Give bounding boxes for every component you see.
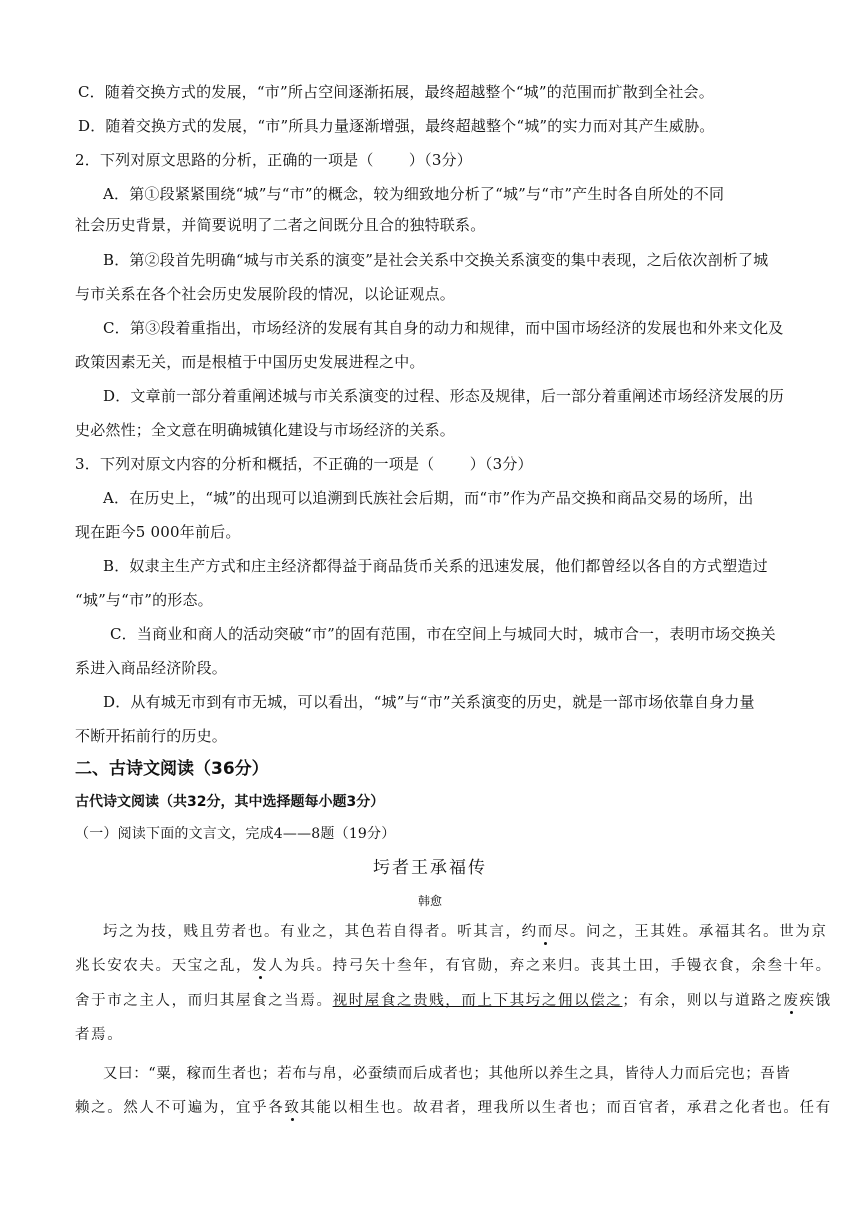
- section-instruction: （一）阅读下面的文言文，完成4——8题（19分）: [75, 826, 396, 842]
- underlined-sentence: 视时屋食之贵贱，而上下其圬之佣以偿之: [332, 993, 623, 1009]
- q3-option-c-line1: C．当商业和商人的活动突破“市”的固有范围，市在空间上与城同大时，城市合一，表明市场交换关: [110, 625, 776, 643]
- q2-option-c-line1: C．第③段着重指出，市场经济的发展有其自身的动力和规律，而中国市场经济的发展也和外来文化及: [103, 319, 784, 337]
- passage-p1-line4: 者焉。: [75, 1027, 124, 1043]
- passage-title: 圬者王承福传: [373, 858, 487, 878]
- q2-option-b-line2: 与市关系在各个社会历史发展阶段的情况，以论证观点。: [75, 285, 456, 303]
- passage-p1-line1: 圬之为技，贱且劳者也。有业之，其色若自得者。听其言，约而尽。问之，王其姓。承福其名。世为京: [103, 924, 828, 940]
- emphasis-dot-char: 废: [783, 993, 800, 1009]
- passage-p1-line3: 舍于市之主人，而归其屋食之当焉。视时屋食之贵贱，而上下其圬之佣以偿之；有余，则以与道路之废疾饿: [75, 993, 832, 1009]
- section-heading: 二、古诗文阅读（36分）: [75, 759, 269, 779]
- passage-p2-line1: 又曰：“粟，稼而生者也；若布与帛，必蚕绩而后成者也；其他所以养生之具，皆待人力而后完也；吾皆: [103, 1066, 791, 1082]
- q1-option-d: D．随着交换方式的发展，“市”所具力量逐渐增强，最终超越整个“城”的实力而对其产生威胁。: [78, 117, 715, 135]
- q3-option-b-line2: “城”与“市”的形态。: [75, 591, 213, 609]
- emphasis-dot-char: 致: [284, 1100, 301, 1116]
- passage-p1-line2: 兆长安农夫。天宝之乱，发人为兵。持弓矢十叁年，有官勋，弃之来归。丧其土田，手镘衣食，余叁十年。: [75, 958, 832, 974]
- passage-author: 韩愈: [417, 894, 442, 908]
- section-subheading: 古代诗文阅读（共32分，其中选择题每小题3分）: [75, 794, 385, 810]
- emphasis-dot-char: 而: [537, 924, 554, 940]
- q3-option-b-line1: B．奴隶主生产方式和庄主经济都得益于商品货币关系的迅速发展，他们都曾经以各自的方式塑造过: [103, 557, 768, 575]
- emphasis-dot-char: 发: [252, 958, 269, 974]
- q2-stem: 2．下列对原文思路的分析，正确的一项是（ ）（3分）: [75, 151, 472, 169]
- q2-option-b-line1: B．第②段首先明确“城与市关系的演变”是社会关系中交换关系演变的集中表现，之后依次剖析了城: [103, 251, 769, 269]
- q2-option-d-line2: 史必然性；全文意在明确城镇化建设与市场经济的关系。: [75, 421, 456, 439]
- q3-option-a-line2: 现在距今5 000年前后。: [75, 523, 241, 541]
- q2-option-d-line1: D．文章前一部分着重阐述城与市关系演变的过程、形态及规律，后一部分着重阐述市场经济发展的历: [103, 387, 785, 405]
- q2-option-c-line2: 政策因素无关，而是根植于中国历史发展进程之中。: [75, 353, 425, 371]
- q3-option-d-line2: 不断开拓前行的历史。: [75, 727, 228, 745]
- q3-option-a-line1: A．在历史上，“城”的出现可以追溯到氏族社会后期，而“市”作为产品交换和商品交易的场所，出: [103, 489, 754, 507]
- q2-option-a-line1: A．第①段紧紧围绕“城”与“市”的概念，较为细致地分析了“城”与“市”产生时各自所处的不同: [103, 185, 725, 203]
- q3-stem: 3．下列对原文内容的分析和概括，不正确的一项是（ ）（3分）: [75, 455, 533, 473]
- q1-option-c: C．随着交换方式的发展，“市”所占空间逐渐拓展，最终超越整个“城”的范围而扩散到全社会。: [78, 83, 714, 101]
- q3-option-c-line2: 系进入商品经济阶段。: [75, 659, 228, 677]
- q2-option-a-line2: 社会历史背景，并简要说明了二者之间既分且合的独特联系。: [75, 216, 486, 234]
- passage-p2-line2: 赖之。然人不可遍为，宜乎各致其能以相生也。故君者，理我所以生者也；而百官者，承君之化者也。任有: [75, 1100, 832, 1116]
- q3-option-d-line1: D．从有城无市到有市无城，可以看出，“城”与“市”关系演变的历史，就是一部市场依靠自身力量: [103, 693, 755, 711]
